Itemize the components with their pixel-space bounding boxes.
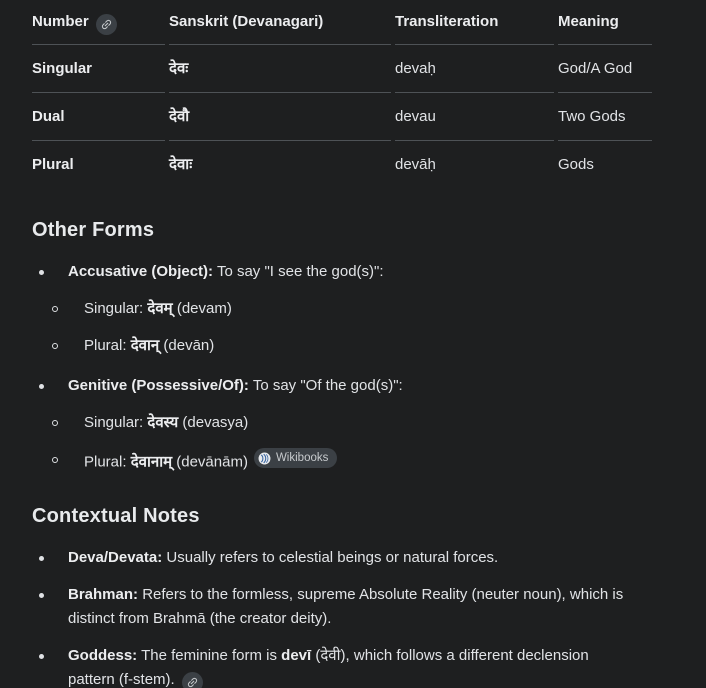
table-row	[32, 141, 652, 189]
romanization: (devānām)	[176, 453, 248, 471]
goddess-bold-word: devī	[281, 646, 312, 664]
goddess-text-before: The feminine form is	[141, 646, 277, 664]
cell-transliteration: devāḥ	[395, 156, 436, 173]
header-transliteration: Transliteration	[395, 0, 554, 45]
cell-number: Plural	[32, 156, 74, 173]
contextual-notes-list	[32, 546, 670, 688]
cell-sanskrit: देवः	[169, 45, 391, 93]
table-row	[32, 93, 652, 141]
goddess-lead: Goddess:	[68, 646, 138, 664]
romanization: (devam)	[176, 300, 232, 317]
wikibooks-chip-label: Wikibooks	[275, 452, 329, 464]
list-item-brahman	[32, 583, 636, 631]
header-number-label: Number	[32, 12, 89, 30]
list-item-genitive-singular	[32, 411, 670, 435]
deva-text: Usually refers to celestial beings or natural forces.	[166, 548, 499, 566]
sub-label: Singular:	[84, 300, 144, 317]
table-row	[32, 45, 652, 93]
devanagari-word: देवस्य	[147, 414, 179, 431]
list-item-accusative-singular	[32, 297, 670, 321]
cell-number: Singular	[32, 45, 165, 93]
romanization: (devān)	[163, 337, 215, 354]
header-sanskrit: Sanskrit (Devanagari)	[169, 0, 391, 45]
cell-meaning: Two Gods	[558, 93, 652, 141]
list-item-genitive	[32, 374, 670, 475]
cell-transliteration: devaḥ	[395, 45, 554, 93]
section-heading-contextual-notes: Contextual Notes	[32, 504, 200, 527]
romanization: (devasya)	[182, 414, 249, 431]
genitive-sublist	[32, 411, 670, 475]
link-icon	[186, 676, 199, 688]
cell-meaning: God/A God	[558, 45, 652, 93]
accusative-sublist	[32, 297, 670, 358]
section-heading-other-forms: Other Forms	[32, 219, 155, 241]
link-icon	[100, 18, 113, 31]
brahman-text: Refers to the formless, supreme Absolute Reality (neuter noun), which is distinct from Brahmā (the creator deity).	[68, 585, 624, 627]
devanagari-word: देवम्	[147, 300, 173, 317]
header-number	[32, 0, 165, 45]
sub-label: Singular:	[84, 414, 144, 431]
sub-label: Plural:	[84, 453, 127, 471]
cell-transliteration: devau	[395, 93, 554, 141]
list-item-deva	[32, 546, 636, 570]
cell-number: Dual	[32, 93, 165, 141]
citation-link-chip[interactable]	[96, 14, 117, 35]
cell-meaning: Gods	[558, 156, 594, 173]
cell-sanskrit: देवौ	[169, 93, 391, 141]
devanagari-word: देवान्	[130, 337, 160, 354]
wikibooks-source-chip[interactable]	[254, 448, 337, 468]
list-item-accusative-plural	[32, 334, 670, 358]
header-meaning: Meaning	[558, 0, 652, 45]
cell-sanskrit: देवाः	[169, 156, 193, 173]
genitive-lead: Genitive (Possessive/Of):	[68, 377, 249, 394]
declension-table	[28, 0, 656, 189]
genitive-rest: To say "Of the god(s)":	[252, 377, 403, 394]
list-item-goddess	[32, 644, 636, 688]
deva-lead: Deva/Devata:	[68, 548, 163, 566]
brahman-lead: Brahman:	[68, 585, 139, 603]
sub-label: Plural:	[84, 337, 127, 354]
wikibooks-icon	[258, 452, 271, 465]
accusative-lead: Accusative (Object):	[68, 263, 214, 280]
list-item-genitive-plural	[32, 448, 670, 475]
goddess-text-after: (देवी), which follows a different declension pattern (f-stem).	[68, 646, 589, 688]
citation-link-chip[interactable]	[182, 672, 203, 688]
list-item-accusative	[32, 260, 670, 358]
table-header-row	[32, 0, 652, 45]
devanagari-word: देवानाम्	[130, 453, 173, 471]
accusative-rest: To say "I see the god(s)":	[216, 263, 384, 280]
other-forms-list	[32, 260, 670, 475]
